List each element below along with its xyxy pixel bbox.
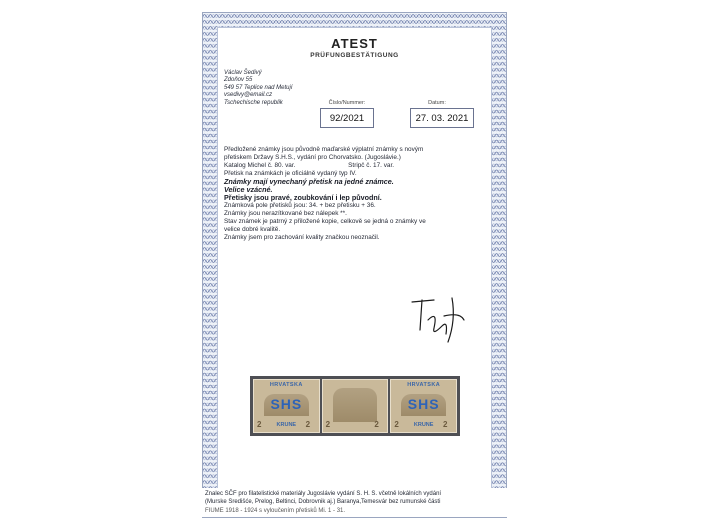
catalog-michel: Katalog Michel č. 80. var. (224, 162, 296, 169)
catalog-line (224, 162, 394, 170)
address-country: Tschechische republik (224, 99, 283, 106)
stamp-value: 2 (305, 420, 311, 429)
stamp-value: 2 (325, 420, 331, 429)
expert-address (224, 70, 293, 107)
catalog-stripc: Stripč č. 17. var. (348, 162, 394, 169)
text-line: přetiskem Državy S.H.S., vydání pro Chorvatsko. (Jugoslávie.) (224, 154, 401, 161)
stamp-value: 2 (394, 420, 399, 429)
certificate-panel (217, 27, 492, 503)
date-box: 27. 03. 2021 (410, 108, 474, 128)
stamp (253, 379, 320, 433)
certificate-subtitle: PRÜFUNGBESTÄTIGUNG (310, 52, 399, 59)
expert-footer (202, 488, 520, 517)
highlight-line: Známky mají vynechaný přetisk na jedné známce. (224, 177, 394, 186)
number-box: 92/2021 (320, 108, 374, 128)
text-line: velice dobré kvalitě. (224, 226, 281, 233)
footer-line: Znalec SČF pro filatelistické materiály Jugoslávie vydání S. H. S. včetně lokálních vydání (205, 491, 442, 497)
stamp-strip-image (250, 376, 460, 436)
certificate-text (224, 146, 487, 242)
genuine-line: Přetisky jsou pravé, zoubkování i lep původní. (224, 193, 382, 202)
highlight-line: Velice vzácné. (224, 185, 273, 194)
text-line: Předložené známky jsou původně maďarské výplatní známky s novým (224, 146, 424, 153)
stamp-value: 2 (257, 420, 262, 429)
stamp-value: 2 (374, 420, 379, 429)
footer-line: (Murske Središće, Prelog, Beltinci, Dobrovnik aj.) Baranya,Temesvár bez rumunské části (205, 499, 441, 506)
text-line: Známky jsem pro zachování kvality značkou neoznačil. (224, 234, 380, 241)
stamp-header: HRVATSKA (269, 382, 303, 388)
text-line: Stav známek je patrný z přiložené kopie, celkově se jedná o známky ve (224, 218, 426, 225)
parliament-motif (333, 388, 378, 422)
stamp-overprint: SHS (407, 396, 440, 412)
address-email: vsedivy@email.cz (224, 92, 273, 99)
number-label: Číslo/Nummer: (328, 100, 366, 106)
stamp (322, 379, 389, 433)
date-label: Datum: (428, 100, 446, 106)
text-line: Známky jsou nerazítkované bez nálepek **. (224, 210, 347, 217)
address-street: Zdoňov 55 (224, 77, 253, 84)
address-name: Václav Šedivý (224, 70, 262, 76)
certificate (202, 12, 507, 518)
stamp-header: HRVATSKA (407, 382, 441, 388)
address-city: 549 57 Teplice nad Metují (224, 84, 293, 91)
footer-line: FIUME 1918 - 1924 s vyloučením přetisků Mi. 1 - 31. (205, 507, 346, 514)
text-line: Přetisk na známkách je oficiálně vydaný typ IV. (224, 170, 357, 177)
certificate-title: ATEST (331, 36, 378, 51)
stamp (390, 379, 457, 433)
stamp-value: 2 (443, 420, 448, 429)
signature-image (404, 290, 474, 350)
stamp-footer: KRUNE (276, 422, 297, 428)
text-line: Známková pole přetisků jsou: 34. + bez přetisku + 36. (224, 202, 376, 209)
stamp-footer: KRUNE (413, 422, 434, 428)
stamp-overprint: SHS (270, 396, 303, 412)
